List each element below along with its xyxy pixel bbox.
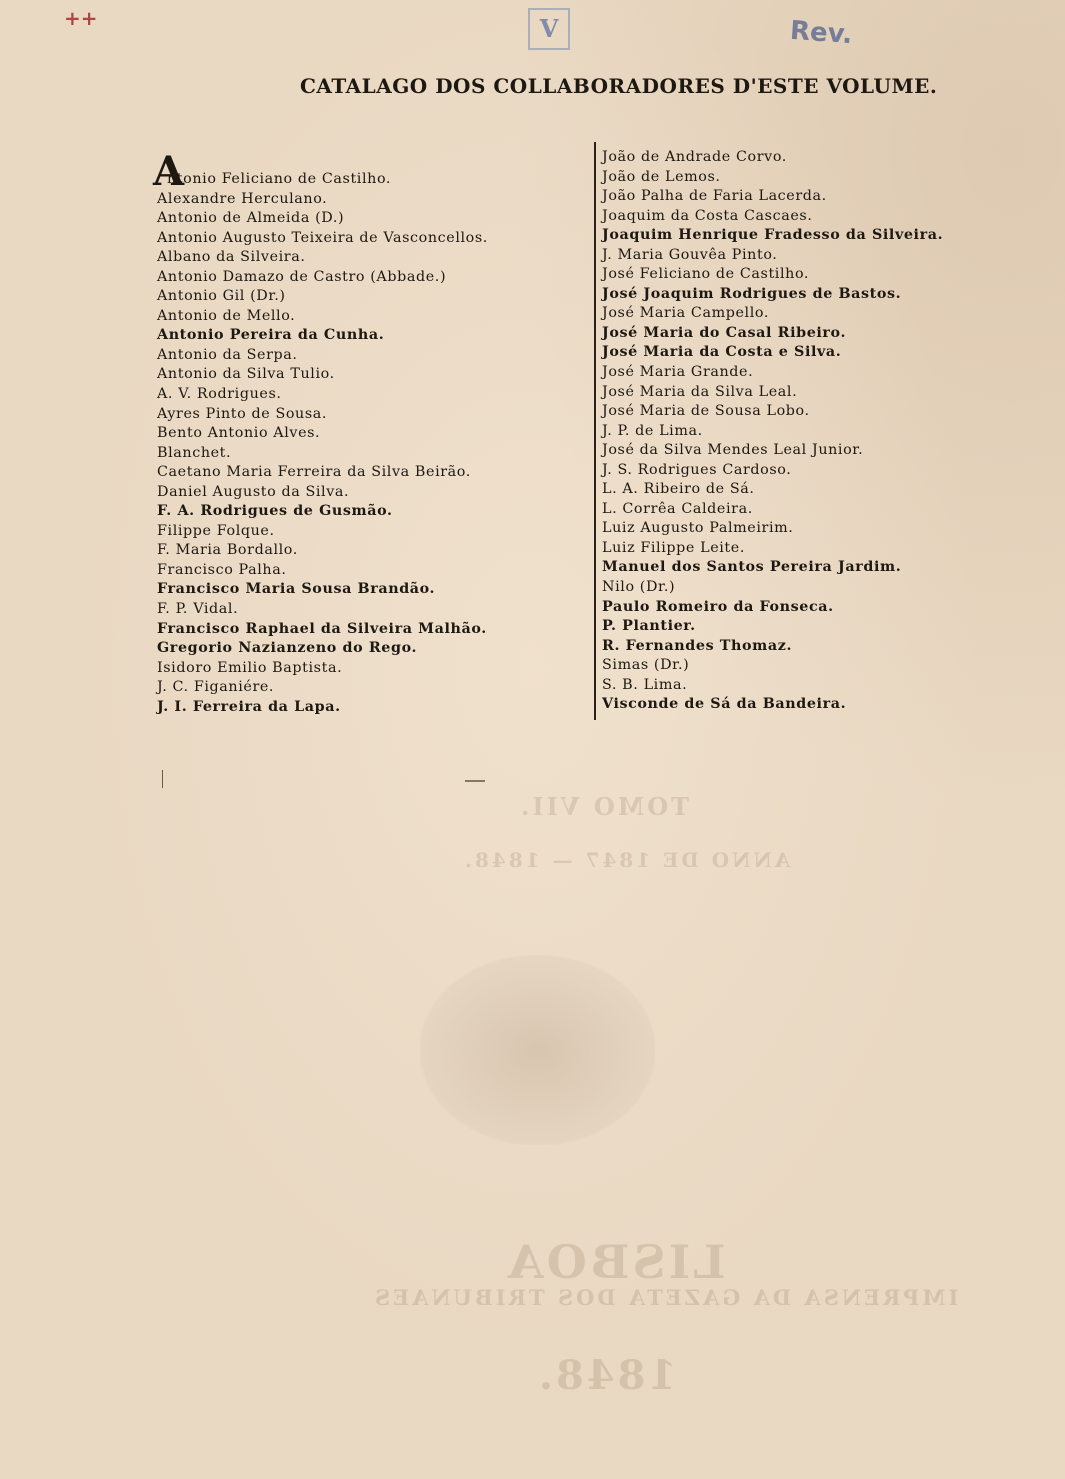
contributor-name: Francisco Maria Sousa Brandão. xyxy=(157,581,436,598)
library-sticker: V xyxy=(528,8,570,50)
contributor-name: A. V. Rodrigues. xyxy=(157,386,282,403)
contributor-name: L. Corrêa Caldeira. xyxy=(602,500,753,517)
contributor-name: J. S. Rodrigues Cardoso. xyxy=(602,461,792,478)
contributor-name: Filippe Folque. xyxy=(157,522,275,539)
contributor-name: Isidoro Emilio Baptista. xyxy=(157,659,343,676)
contributor-name: R. Fernandes Thomaz. xyxy=(602,637,793,654)
contributor-name: Manuel dos Santos Pereira Jardim. xyxy=(602,559,902,576)
contributor-name: Antonio de Mello. xyxy=(157,307,296,324)
contributor-name: Antonio da Silva Tulio. xyxy=(157,366,335,383)
contributor-name: Joaquim Henrique Fradesso da Silveira. xyxy=(602,227,944,244)
contributor-name: José Maria da Silva Leal. xyxy=(602,383,798,400)
contributor-name: Alexandre Herculano. xyxy=(157,190,328,207)
contributor-name: Francisco Palha. xyxy=(157,561,287,578)
contributor-name: Antonio da Serpa. xyxy=(157,346,298,363)
contributor-name: J. I. Ferreira da Lapa. xyxy=(157,698,341,715)
contributor-name: João Palha de Faria Lacerda. xyxy=(602,188,827,205)
contributor-name: José Feliciano de Castilho. xyxy=(602,266,810,283)
contributors-right-column xyxy=(602,148,943,715)
contributor-name: Paulo Romeiro da Fonseca. xyxy=(602,598,834,615)
corner-ink-mark: ++ xyxy=(64,6,98,30)
contributor-name: F. P. Vidal. xyxy=(157,601,239,618)
contributor-name: ntonio Feliciano de Castilho. xyxy=(167,171,392,187)
contributor-name: Antonio de Almeida (D.) xyxy=(157,210,345,227)
bleed-through-press: IMPRENSA DA GAZETA DOS TRIBUNAES xyxy=(372,1285,959,1310)
contributor-name: Caetano Maria Ferreira da Silva Beirão. xyxy=(157,464,471,481)
contributor-name: F. A. Rodrigues de Gusmão. xyxy=(157,503,393,520)
page-title: CATALAGO DOS COLLABORADORES D'ESTE VOLUME. xyxy=(300,74,938,98)
contributor-name: José Maria Grande. xyxy=(602,364,754,381)
contributor-name: José Maria do Casal Ribeiro. xyxy=(602,324,847,341)
bleed-through-anno: ANNO DE 1847 — 1848. xyxy=(462,848,791,872)
contributor-name: Visconde de Sá da Bandeira. xyxy=(602,696,847,713)
contributor-name: José Maria de Sousa Lobo. xyxy=(602,403,810,420)
contributor-name: João de Andrade Corvo. xyxy=(602,149,787,165)
contributor-name: Albano da Silveira. xyxy=(157,249,306,266)
contributor-name: José Joaquim Rodrigues de Bastos. xyxy=(602,285,902,302)
contributors-left-column xyxy=(157,170,488,717)
contributor-name: Nilo (Dr.) xyxy=(602,579,676,596)
drop-cap-letter: A xyxy=(153,148,185,195)
bleed-through-city: LISBOA xyxy=(505,1235,726,1289)
contributor-name: João de Lemos. xyxy=(602,168,721,185)
column-divider xyxy=(594,142,596,720)
contributor-name: J. P. de Lima. xyxy=(602,422,703,439)
contributor-name: José Maria da Costa e Silva. xyxy=(602,344,842,361)
contributor-name: Antonio Pereira da Cunha. xyxy=(157,327,385,344)
contributor-name: José Maria Campello. xyxy=(602,305,769,322)
contributor-name: Blanchet. xyxy=(157,444,232,461)
bleed-through-vignette xyxy=(420,955,655,1145)
bleed-through-tomo: TOMO VII. xyxy=(518,792,690,821)
contributor-name: J. C. Figaniére. xyxy=(157,679,275,696)
contributor-name: Bento Antonio Alves. xyxy=(157,425,321,442)
contributor-name: F. Maria Bordallo. xyxy=(157,542,298,559)
contributor-name: Antonio Augusto Teixeira de Vasconcellos. xyxy=(157,229,488,246)
contributor-name: P. Plantier. xyxy=(602,618,696,635)
contributor-name: L. A. Ribeiro de Sá. xyxy=(602,481,755,498)
margin-tick xyxy=(162,770,163,788)
contributor-name: José da Silva Mendes Leal Junior. xyxy=(602,442,864,459)
rev-annotation: Rev. xyxy=(789,15,854,51)
contributor-name: Luiz Augusto Palmeirim. xyxy=(602,520,794,537)
short-rule xyxy=(465,780,485,782)
contributor-name: J. Maria Gouvêa Pinto. xyxy=(602,246,778,263)
contributor-name: Joaquim da Costa Cascaes. xyxy=(602,207,813,224)
contributor-name: Francisco Raphael da Silveira Malhão. xyxy=(157,620,487,637)
contributor-name: Ayres Pinto de Sousa. xyxy=(157,405,328,422)
bleed-through-year: 1848. xyxy=(536,1352,677,1399)
contributor-name: Gregorio Nazianzeno do Rego. xyxy=(157,640,418,657)
contributor-name: Simas (Dr.) xyxy=(602,657,690,674)
contributor-name: Antonio Damazo de Castro (Abbade.) xyxy=(157,268,447,285)
contributor-name: S. B. Lima. xyxy=(602,676,688,693)
contributor-name: Antonio Gil (Dr.) xyxy=(157,288,286,305)
contributor-name: Daniel Augusto da Silva. xyxy=(157,483,350,500)
contributor-name: Luiz Filippe Leite. xyxy=(602,539,745,556)
